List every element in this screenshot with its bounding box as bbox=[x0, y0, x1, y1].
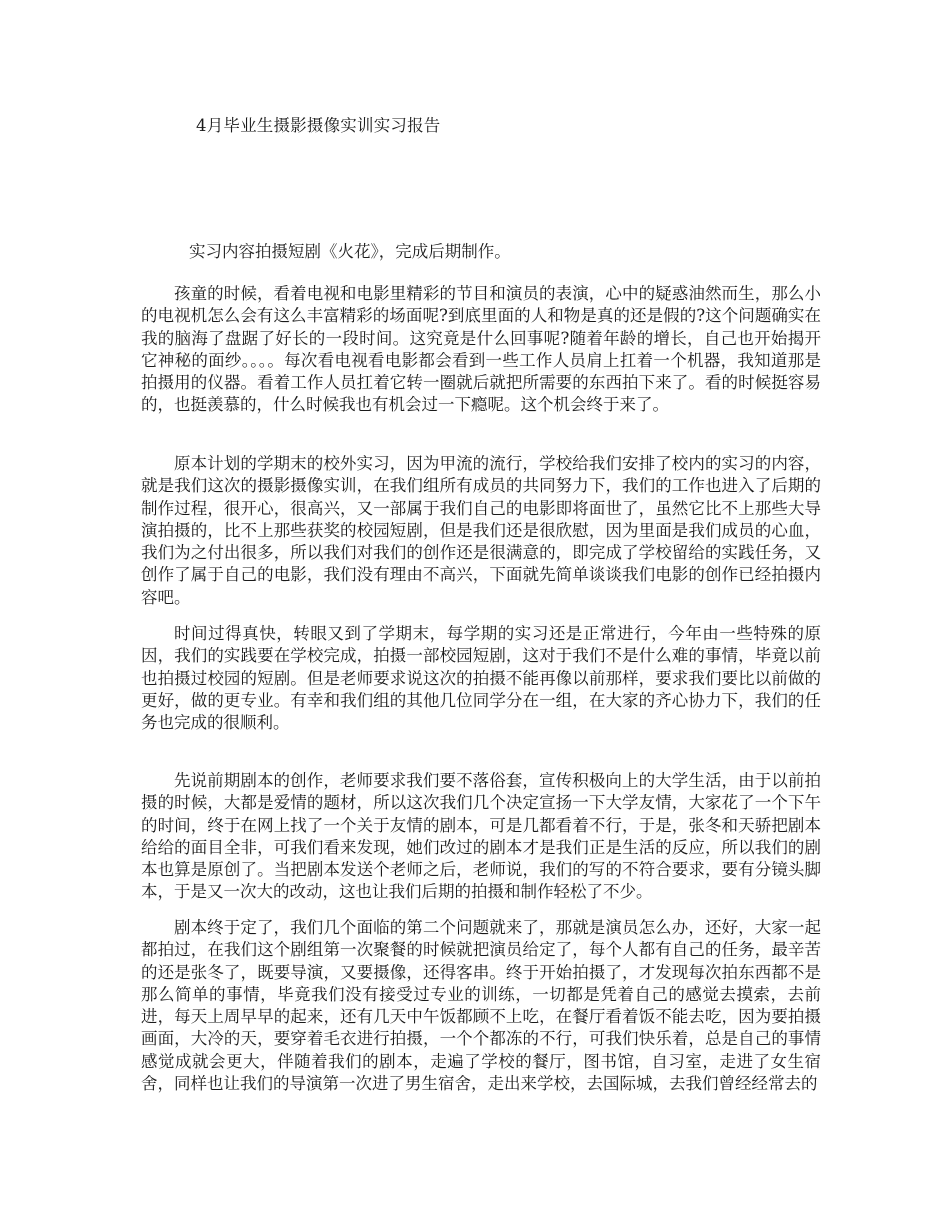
paragraph-original-plan: 原本计划的学期末的校外实习，因为甲流的流行，学校给我们安排了校内的实习的内容，就是我们这次的摄影摄像实训，在我们组所有成员的共同努力下，我们的工作也进入了后期的制作过程，很开心，很高兴，又一部属于我们自己的电影即将面世了，虽然它比不上那些大导演拍摄的，比不上那些获奖的校园短剧，但是我们还是很欣慰，因为里面是我们成员的心血，我们为之付出很多，所以我们对我们的创作还是很满意的，即完成了学校留给的实践任务，又创作了属于自己的电影，我们没有理由不高兴，下面就先简单谈谈我们电影的创作已经拍摄内容吧。 bbox=[141, 454, 821, 607]
intro-line: 实习内容拍摄短剧《火花》，完成后期制作。 bbox=[189, 242, 511, 261]
paragraph-time-flies: 时间过得真快，转眼又到了学期末，每学期的实习还是正常进行，今年由一些特殊的原因，我们的实践要在学校完成，拍摄一部校园短剧，这对于我们不是什么难的事情，毕竟以前也拍摄过校园的短剧。但是老师要求说这次的拍摄不能再像以前那样，要求我们要比以前做的更好，做的更专业。有幸和我们组的其他几位同学分在一组，在大家的齐心协力下，我们的任务也完成的很顺利。 bbox=[141, 624, 821, 733]
document-title: 4月毕业生摄影摄像实训实习报告 bbox=[196, 116, 441, 135]
paragraph-script-creation: 先说前期剧本的创作，老师要求我们要不落俗套，宣传积极向上的大学生活，由于以前拍摄的时候，大都是爱情的题材，所以这次我们几个决定宣扬一下大学友情，大家花了一个下午的时间，终于在网上找了一个关于友情的剧本，可是几都看着不行，于是，张冬和天骄把剧本给给的面目全非，可我们看来发现，她们改过的剧本才是我们正是生活的反应，所以我们的剧本也算是原创了。当把剧本发送个老师之后，老师说，我们的写的不符合要求，要有分镜头脚本，于是又一次大的改动，这也让我们后期的拍摄和制作轻松了不少。 bbox=[141, 771, 821, 902]
paragraph-filming: 剧本终于定了，我们几个面临的第二个问题就来了，那就是演员怎么办，还好，大家一起都拍过，在我们这个剧组第一次聚餐的时候就把演员给定了，每个人都有自己的任务，最辛苦的还是张冬了，既要导演，又要摄像，还得客串。终于开始拍摄了，才发现每次拍东西都不是那么简单的事情，毕竟我们没有接受过专业的训练，一切都是凭着自己的感觉去摸索，去前进，每天上周早早的起来，还有几天中午饭都顾不上吃，在餐厅看着饭不能去吃，因为要拍摄画面，大冷的天，要穿着毛衣进行拍摄，一个个都冻的不行，可我们快乐着，总是自己的事情感觉成就会更大，伴随着我们的剧本，走遍了学校的餐厅，图书馆，自习室，走进了女生宿舍，同样也让我们的导演第一次进了男生宿舍，走出来学校，去国际城，去我们曾经经常去的 bbox=[141, 918, 821, 1094]
paragraph-childhood: 孩童的时候，看着电视和电影里精彩的节目和演员的表演，心中的疑惑油然而生，那么小的电视机怎么会有这么丰富精彩的场面呢?到底里面的人和物是真的还是假的?这个问题确实在我的脑海了盘踞了好长的一段时间。这究竟是什么回事呢?随着年龄的增长，自己也开始揭开它神秘的面纱。。。。每次看电视看电影都会看到一些工作人员肩上扛着一个机器，我知道那是拍摄用的仪器。看着工作人员扛着它转一圈就后就把所需要的东西拍下来了。看的时候挺容易的，也挺羡慕的，什么时候我也有机会过一下瘾呢。这个机会终于来了。 bbox=[141, 284, 821, 415]
